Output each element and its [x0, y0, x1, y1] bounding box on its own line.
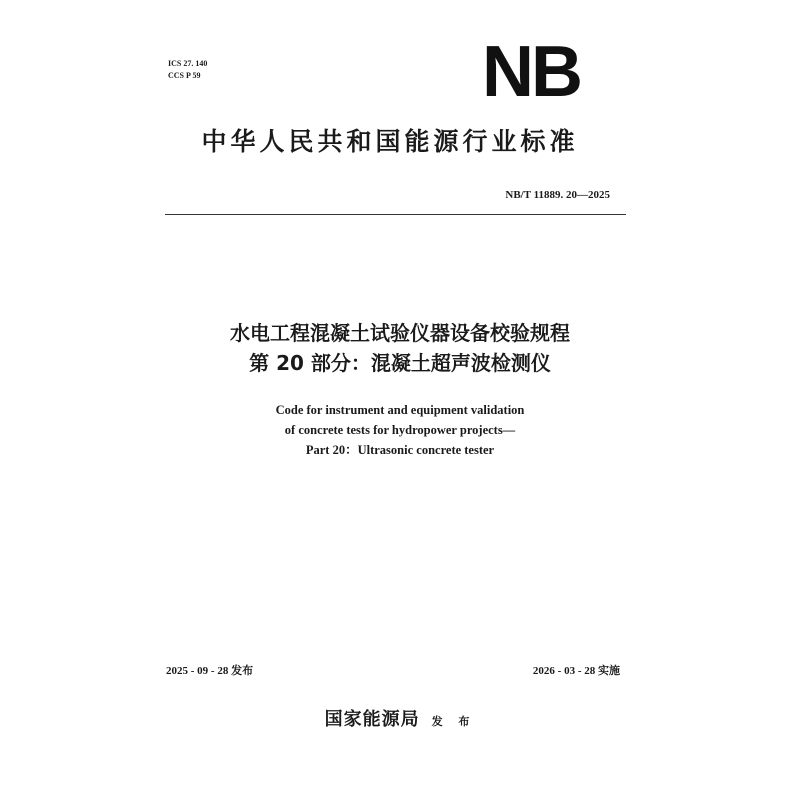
english-title-line-3: Part 20：Ultrasonic concrete tester: [305, 443, 495, 457]
publisher-line: [280, 705, 520, 731]
publisher-name: 国家能源局: [324, 709, 420, 730]
nb-logo: NB: [482, 32, 580, 112]
chinese-title-line-2: 第 20 部分：混凝土超声波检测仪: [249, 351, 551, 375]
english-title: [150, 400, 650, 460]
publish-action: 发 布: [431, 715, 476, 728]
chinese-title-line-1: 水电工程混凝土试验仪器设备校验规程: [230, 321, 570, 345]
chinese-title: [150, 318, 650, 378]
issue-date: 2025 - 09 - 28 发布: [166, 665, 254, 677]
english-title-line-1: Code for instrument and equipment validation: [275, 403, 525, 417]
ccs-code: CCS P 59: [168, 71, 201, 80]
implementation-date: 2026 - 03 - 28 实施: [532, 665, 620, 677]
standard-number: NB/T 11889. 20—2025: [505, 189, 610, 201]
ics-code: ICS 27. 140: [168, 59, 208, 68]
classification-codes: [168, 58, 207, 82]
english-title-line-2: of concrete tests for hydropower projects—: [284, 423, 516, 437]
standard-type-heading: 中华人民共和国能源行业标准: [201, 127, 579, 156]
header-divider: [165, 214, 626, 215]
